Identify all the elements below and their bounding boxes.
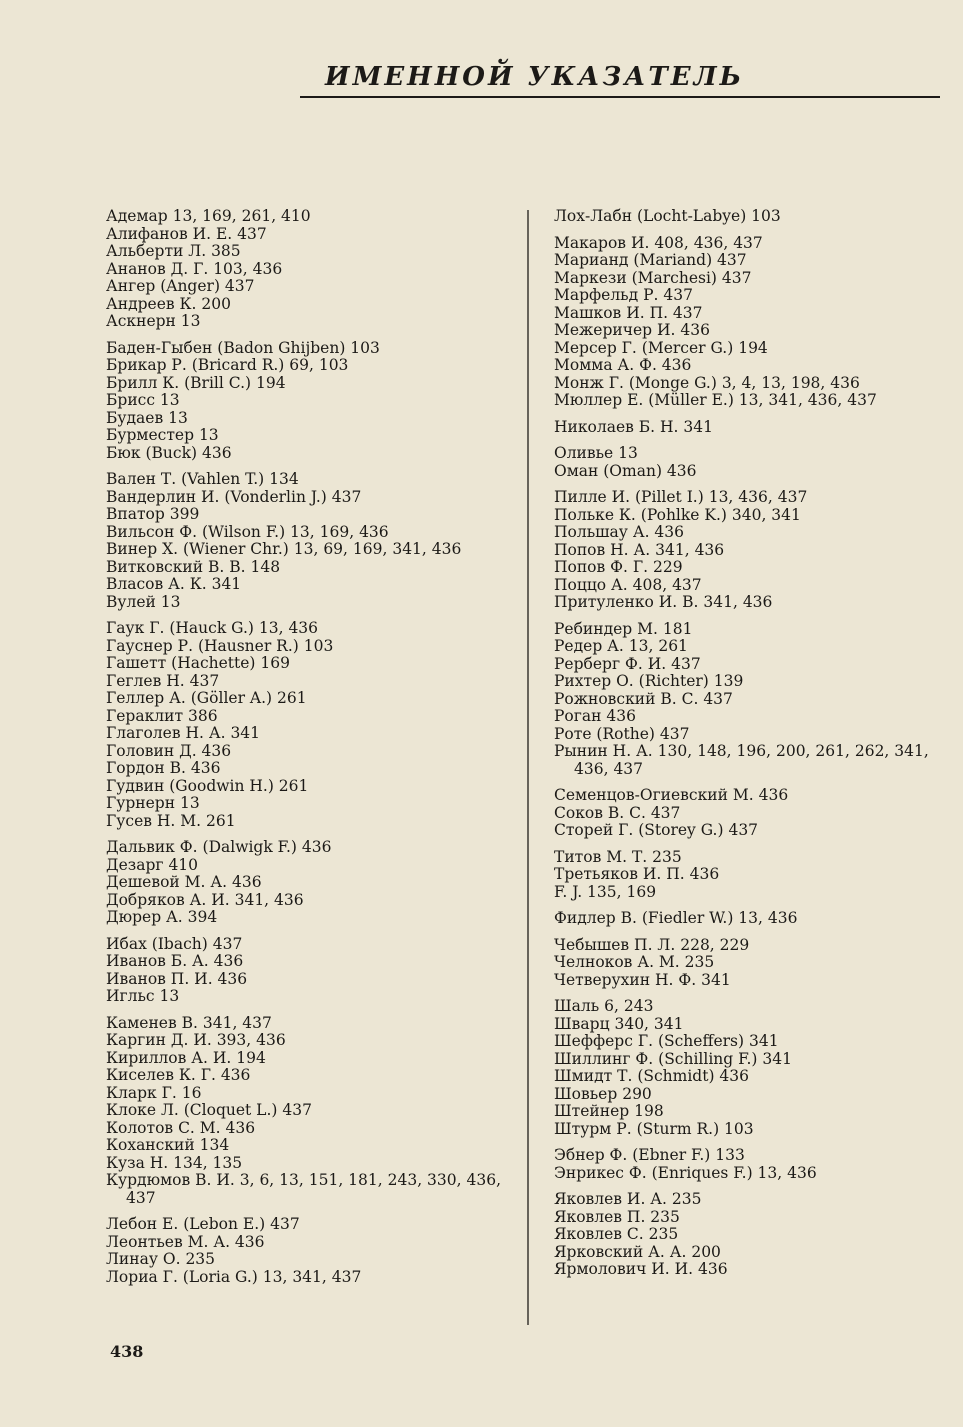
index-entry: Винер Х. (Wiener Chr.) 13, 69, 169, 341, 436 <box>106 540 462 558</box>
index-entry: Марфельд Р. 437 <box>554 286 693 304</box>
index-entry: Яковлев С. 235 <box>554 1225 679 1243</box>
index-entry: Вален Т. (Vahlen T.) 134 <box>106 470 299 488</box>
index-entry: Шварц 340, 341 <box>554 1014 684 1033</box>
index-group <box>106 471 506 611</box>
index-entry: Игльс 13 <box>106 987 180 1005</box>
index-entry: Гордон В. 436 <box>106 759 221 777</box>
index-entry: Гаук Г. (Hauck G.) 13, 436 <box>106 619 319 637</box>
index-entry: Чебышев П. Л. 228, 229 <box>554 935 750 954</box>
index-entry: Шаль 6, 243 <box>554 997 654 1015</box>
index-entry: Лебон Е. (Lebon E.) 437 <box>106 1215 300 1233</box>
index-entry: Брикар Р. (Bricard R.) 69, 103 <box>106 356 349 374</box>
index-group <box>106 340 506 463</box>
index-entry: Баден-Гыбен (Badon Ghijben) 103 <box>106 338 380 357</box>
index-group <box>554 489 944 612</box>
index-column-left <box>106 208 506 1295</box>
index-entry: Энрикес Ф. (Enriques F.) 13, 436 <box>554 1163 817 1182</box>
index-entry: Алифанов И. Е. 437 <box>106 224 267 243</box>
index-entry: Ибах (Ibach) 437 <box>106 934 243 953</box>
index-entry: Курдюмов В. И. 3, 6, 13, 151, 181, 243, 330, 436, 437 <box>106 1171 502 1207</box>
index-entry: Эбнер Ф. (Ebner F.) 133 <box>554 1146 745 1164</box>
index-entry: Гауснер Р. (Hausner R.) 103 <box>106 636 334 655</box>
index-entry: Геллер А. (Göller A.) 261 <box>106 689 307 707</box>
index-entry: F. J. 135, 169 <box>554 882 657 901</box>
index-entry: Ангер (Anger) 437 <box>106 277 255 295</box>
index-group <box>554 1147 944 1182</box>
index-entry: Гашетт (Hachette) 169 <box>106 654 290 672</box>
index-entry: Монж Г. (Monge G.) 3, 4, 13, 198, 436 <box>554 373 860 392</box>
index-group <box>554 445 944 480</box>
index-entry: Добряков А. И. 341, 436 <box>106 890 304 909</box>
index-entry: Иванов П. И. 436 <box>106 969 248 988</box>
index-group <box>106 839 506 927</box>
index-entry: Оливье 13 <box>554 444 638 462</box>
index-entry: Машков И. П. 437 <box>554 303 703 322</box>
index-entry: Роте (Rothe) 437 <box>554 724 690 743</box>
index-entry: Иванов Б. А. 436 <box>106 952 244 970</box>
index-column-right <box>554 208 944 1288</box>
index-entry: Дальвик Ф. (Dalwigk F.) 436 <box>106 838 332 856</box>
index-entry: Марианд (Mariand) 437 <box>554 251 747 269</box>
index-group <box>106 208 506 331</box>
index-entry: Фидлер В. (Fiedler W.) 13, 436 <box>554 909 798 927</box>
index-group <box>554 937 944 990</box>
index-entry: Дезарг 410 <box>106 855 199 874</box>
index-entry: Титов М. Т. 235 <box>554 847 682 866</box>
index-entry: Леонтьев М. А. 436 <box>106 1232 265 1251</box>
index-entry: Власов А. К. 341 <box>106 575 242 593</box>
index-entry: Шиллинг Ф. (Schilling F.) 341 <box>554 1049 792 1068</box>
index-entry: Рерберг Ф. И. 437 <box>554 654 701 673</box>
index-entry: Клоке Л. (Cloquet L.) 437 <box>106 1101 312 1119</box>
index-entry: Ярмолович И. И. 436 <box>554 1260 728 1278</box>
index-entry: Брилл К. (Brill C.) 194 <box>106 373 286 392</box>
index-entry: Адемар 13, 169, 261, 410 <box>106 207 311 225</box>
index-entry: Межеричер И. 436 <box>554 321 710 339</box>
index-entry: Рихтер О. (Richter) 139 <box>554 672 744 690</box>
index-entry: Каменев В. 341, 437 <box>106 1013 272 1032</box>
index-entry: Колотов С. М. 436 <box>106 1118 256 1137</box>
index-entry: Рожновский В. С. 437 <box>554 689 733 708</box>
index-group <box>554 419 944 437</box>
index-entry: Куза Н. 134, 135 <box>106 1153 243 1172</box>
index-group <box>106 1015 506 1208</box>
index-entry: Лориа Г. (Loria G.) 13, 341, 437 <box>106 1267 362 1286</box>
index-entry: Лох-Лабн (Locht-Labye) 103 <box>554 207 781 225</box>
index-entry: Макаров И. 408, 436, 437 <box>554 233 763 252</box>
index-group <box>554 849 944 902</box>
index-entry: Впатор 399 <box>106 505 200 523</box>
index-entry: Гусев Н. М. 261 <box>106 811 236 830</box>
index-entry: Альберти Л. 385 <box>106 242 241 260</box>
index-entry: Маркези (Marchesi) 437 <box>554 268 752 287</box>
index-entry: Дешевой М. А. 436 <box>106 873 262 891</box>
index-entry: Коханский 134 <box>106 1136 230 1154</box>
index-entry: Штурм Р. (Sturm R.) 103 <box>554 1119 754 1138</box>
column-divider <box>527 210 529 1325</box>
index-entry: Семенцов-Огиевский М. 436 <box>554 786 789 804</box>
index-entry: Ярковский А. А. 200 <box>554 1242 721 1261</box>
index-entry: Глаголев Н. А. 341 <box>106 724 261 742</box>
page-number: 438 <box>110 1342 144 1361</box>
index-entry: Гурнерн 13 <box>106 794 200 812</box>
page-title: ИМЕННОЙ УКАЗАТЕЛЬ <box>325 62 745 92</box>
index-entry: Шмидт Т. (Schmidt) 436 <box>554 1067 750 1085</box>
index-entry: Притуленко И. В. 341, 436 <box>554 593 773 611</box>
index-group <box>106 620 506 830</box>
index-entry: Рынин Н. А. 130, 148, 196, 200, 261, 262, 341, 436, 437 <box>554 742 929 778</box>
index-entry: Попов Ф. Г. 229 <box>554 558 683 576</box>
index-entry: Мюллер Е. (Müller E.) 13, 341, 436, 437 <box>554 391 877 409</box>
index-group <box>554 910 944 928</box>
index-entry: Ананов Д. Г. 103, 436 <box>106 259 283 278</box>
index-entry: Вандерлин И. (Vonderlin J.) 437 <box>106 487 362 506</box>
index-entry: Третьяков И. П. 436 <box>554 865 720 883</box>
index-entry: Кларк Г. 16 <box>106 1083 202 1102</box>
index-entry: Линау О. 235 <box>106 1250 216 1268</box>
index-entry: Бюк (Buck) 436 <box>106 443 232 462</box>
header-rule <box>300 96 940 98</box>
index-entry: Соков В. С. 437 <box>554 803 681 822</box>
index-entry: Яковлев И. А. 235 <box>554 1190 702 1208</box>
index-entry: Бурместер 13 <box>106 426 219 444</box>
index-entry: Гераклит 386 <box>106 706 218 725</box>
index-entry: Аскнерн 13 <box>106 312 201 330</box>
index-entry: Брисс 13 <box>106 391 180 409</box>
index-entry: Редер А. 13, 261 <box>554 637 688 655</box>
index-entry: Николаев Б. Н. 341 <box>554 417 713 436</box>
index-entry: Поццо А. 408, 437 <box>554 575 702 594</box>
index-entry: Челноков А. М. 235 <box>554 953 715 971</box>
index-group <box>554 998 944 1138</box>
index-entry: Момма А. Ф. 436 <box>554 356 692 374</box>
index-entry: Каргин Д. И. 393, 436 <box>106 1031 286 1049</box>
index-group <box>554 1191 944 1279</box>
index-group <box>554 621 944 779</box>
index-entry: Дюрер А. 394 <box>106 908 218 926</box>
index-entry: Пилле И. (Pillet I.) 13, 436, 437 <box>554 488 808 506</box>
index-entry: Шовьер 290 <box>554 1084 652 1103</box>
index-entry: Шефферс Г. (Scheffers) 341 <box>554 1032 779 1050</box>
index-entry: Вильсон Ф. (Wilson F.) 13, 169, 436 <box>106 522 389 541</box>
index-entry: Роган 436 <box>554 707 636 725</box>
index-group <box>554 787 944 840</box>
index-entry: Геглев Н. 437 <box>106 671 220 690</box>
index-entry: Будаев 13 <box>106 408 188 427</box>
index-entry: Польке К. (Pohlke K.) 340, 341 <box>554 505 801 524</box>
index-entry: Сторей Г. (Storey G.) 437 <box>554 821 759 839</box>
index-group <box>106 936 506 1006</box>
index-entry: Мерсер Г. (Mercer G.) 194 <box>554 338 768 357</box>
index-entry: Головин Д. 436 <box>106 741 232 760</box>
index-group <box>554 235 944 410</box>
index-entry: Ребиндер М. 181 <box>554 619 693 638</box>
index-group <box>554 208 944 226</box>
index-entry: Яковлев П. 235 <box>554 1207 680 1226</box>
index-entry: Штейнер 198 <box>554 1102 664 1120</box>
index-entry: Польшау А. 436 <box>554 523 685 541</box>
page-header <box>300 60 940 100</box>
index-entry: Кириллов А. И. 194 <box>106 1048 266 1067</box>
index-entry: Киселев К. Г. 436 <box>106 1066 251 1084</box>
index-group <box>106 1216 506 1286</box>
index-entry: Гудвин (Goodwin H.) 261 <box>106 776 309 795</box>
index-entry: Вулей 13 <box>106 592 181 611</box>
index-entry: Андреев К. 200 <box>106 294 231 313</box>
index-entry: Витковский В. В. 148 <box>106 557 281 576</box>
index-entry: Четверухин Н. Ф. 341 <box>554 970 731 989</box>
index-entry: Оман (Oman) 436 <box>554 461 697 480</box>
index-entry: Попов Н. А. 341, 436 <box>554 540 725 559</box>
